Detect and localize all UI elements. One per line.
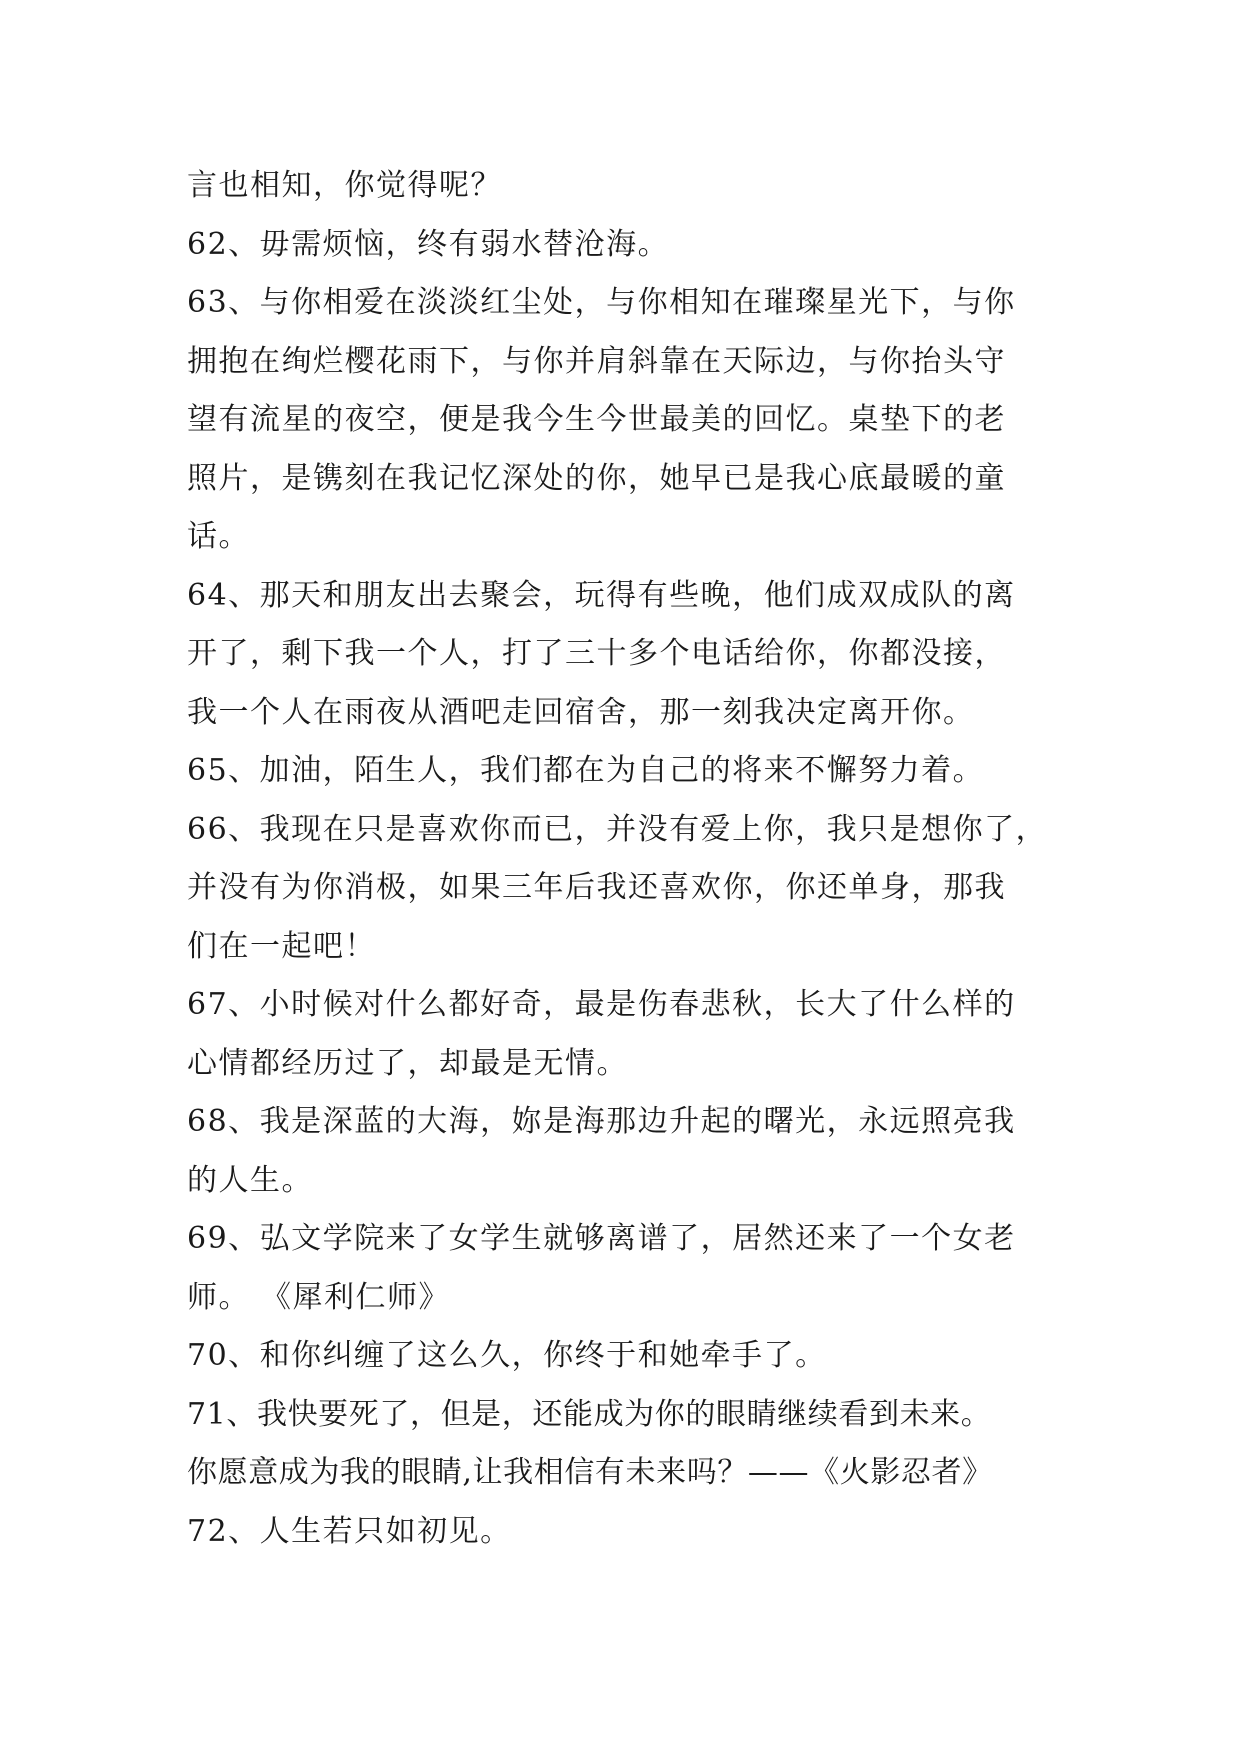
text-line: 63、与你相爱在淡淡红尘处，与你相知在璀璨星光下，与你 [187,285,1016,320]
text-line: 65、加油，陌生人，我们都在为自己的将来不懈努力着。 [187,753,985,788]
text-line: 的人生。 [187,1162,313,1198]
text-line: 心情都经历过了，却最是无情。 [187,1045,628,1081]
text-line: 们在一起吧！ [187,928,376,964]
text-line: 望有流星的夜空，便是我今生今世最美的回忆。桌垫下的老 [187,402,1006,437]
text-line: 70、和你纠缠了这么久，你终于和她牵手了。 [187,1338,827,1373]
text-line: 我一个人在雨夜从酒吧走回宿舍，那一刻我决定离开你。 [187,694,975,730]
text-line: 66、我现在只是喜欢你而已，并没有爱上你，我只是想你了， [187,811,1048,847]
text-line: 69、弘文学院来了女学生就够离谱了，居然还来了一个女老 [187,1221,1016,1256]
text-line: 话。 [187,519,250,554]
text-line: 开了，剩下我一个人，打了三十多个电话给你，你都没接， [187,636,1006,671]
text-line: 68、我是深蓝的大海，妳是海那边升起的曙光，永远照亮我 [187,1104,1016,1139]
text-line: 照片，是镌刻在我记忆深处的你，她早已是我心底最暖的童 [187,460,1006,496]
text-line: 拥抱在绚烂樱花雨下，与你并肩斜靠在天际边，与你抬头守 [187,343,1006,379]
text-line: 并没有为你消极，如果三年后我还喜欢你，你还单身，那我 [187,870,1006,905]
text-line: 67、小时候对什么都好奇，最是伤春悲秋，长大了什么样的 [187,987,1016,1022]
text-line: 言也相知，你觉得呢？ [187,168,502,203]
text-line: 62、毋需烦恼，终有弱水替沧海。 [187,226,670,262]
text-line: 64、那天和朋友出去聚会，玩得有些晚，他们成双成队的离 [187,577,1016,613]
text-line: 71、我快要死了，但是，还能成为你的眼睛继续看到未来。 [187,1396,992,1432]
text-line: 师。 《犀利仁师》 [187,1279,451,1315]
document-body [187,157,1067,1561]
text-line: 72、人生若只如初见。 [187,1513,512,1549]
text-line: 你愿意成为我的眼睛,让我相信有未来吗？——《火影忍者》 [187,1455,993,1490]
